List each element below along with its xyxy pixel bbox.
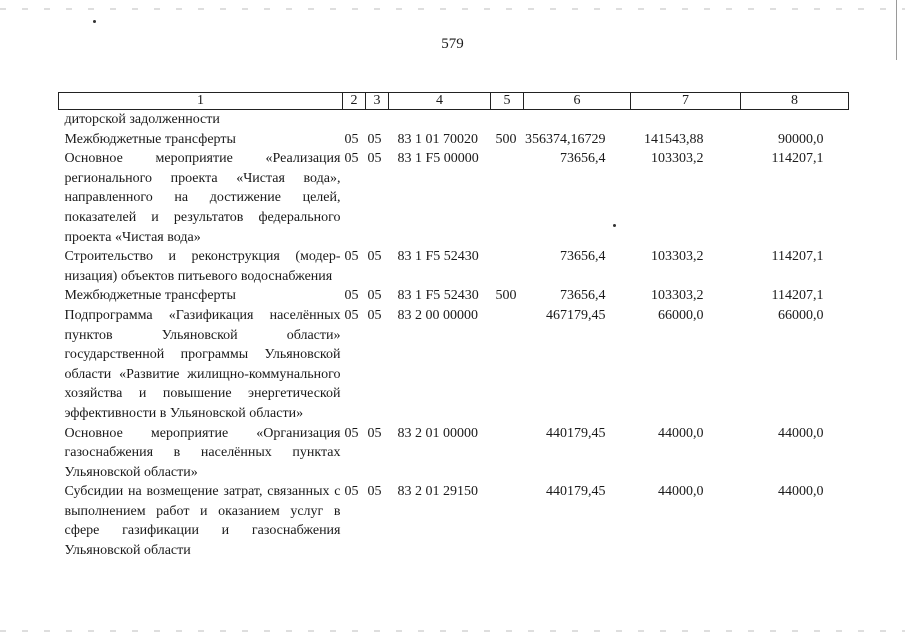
row-amount-col7-cell: 141543,88 — [644, 131, 704, 147]
row-expense-type-cell — [491, 424, 524, 483]
row-amount-col7-cell: 103303,2 — [651, 151, 704, 167]
row-amount-col8-cell: 114207,1 — [771, 288, 824, 304]
row-target-article-cell: 83 1 F5 52430 — [397, 288, 479, 304]
row-name-cell: Межбюджетные трансферты — [64, 131, 236, 147]
row-subsection-cell — [366, 110, 389, 130]
row-name-cell: Основное мероприятие «Организация газоснабжения в населённых пунктах Ульяновской области» — [64, 425, 341, 480]
header-col-7: 7 — [631, 93, 741, 110]
row-amount-col6-cell: 356374,16729 — [525, 131, 606, 147]
row-section-cell: 05 — [344, 484, 359, 500]
row-target-article-cell: 83 2 00 00000 — [397, 307, 478, 323]
row-section-cell: 05 — [344, 249, 359, 265]
row-amount-col6-cell: 73656,4 — [560, 151, 606, 167]
row-name-cell: Основное мероприятие «Реализация регионального проекта «Чистая вода», направленного на достижение целей, показателей и результатов федерального проекта «Чистая вода» — [64, 151, 341, 245]
row-target-article-cell: 83 1 01 70020 — [397, 131, 478, 147]
table-row — [59, 306, 849, 424]
header-col-8: 8 — [741, 93, 849, 110]
row-expense-type-cell — [491, 110, 524, 130]
row-target-article-cell: 83 2 01 00000 — [397, 425, 478, 441]
row-subsection-cell: 05 — [367, 484, 382, 500]
row-amount-col6-cell: 73656,4 — [560, 249, 606, 265]
row-amount-col7-cell: 103303,2 — [651, 249, 704, 265]
table-row — [59, 424, 849, 483]
row-subsection-cell: 05 — [367, 288, 382, 304]
row-amount-col6-cell — [524, 110, 631, 130]
header-col-3: 3 — [366, 93, 389, 110]
table-body — [59, 110, 849, 561]
row-amount-col8-cell: 66000,0 — [778, 307, 824, 323]
row-expense-type-cell: 500 — [495, 288, 517, 304]
row-amount-col7-cell: 66000,0 — [658, 307, 704, 323]
header-col-5: 5 — [491, 93, 524, 110]
table-row — [59, 482, 849, 560]
row-amount-col8-cell: 44000,0 — [778, 425, 824, 441]
row-amount-col8-cell: 114207,1 — [771, 249, 824, 265]
row-amount-col7-cell: 44000,0 — [658, 484, 704, 500]
table-header — [59, 93, 849, 110]
row-expense-type-cell — [491, 149, 524, 247]
table-row — [59, 247, 849, 286]
row-amount-col6-cell: 467179,45 — [546, 307, 606, 323]
row-section-cell — [343, 110, 366, 130]
header-row — [59, 93, 849, 110]
row-target-article-cell: 83 1 F5 00000 — [397, 151, 479, 167]
table-row — [59, 110, 849, 130]
row-subsection-cell: 05 — [367, 425, 382, 441]
header-col-4: 4 — [389, 93, 491, 110]
row-section-cell: 05 — [344, 288, 359, 304]
row-amount-col6-cell: 440179,45 — [546, 484, 606, 500]
row-amount-col7-cell: 44000,0 — [658, 425, 704, 441]
row-amount-col8-cell: 114207,1 — [771, 151, 824, 167]
row-subsection-cell: 05 — [367, 131, 382, 147]
row-section-cell: 05 — [344, 131, 359, 147]
row-subsection-cell: 05 — [367, 151, 382, 167]
row-section-cell: 05 — [344, 307, 359, 323]
page-number: 579 — [441, 36, 464, 52]
row-amount-col8-cell — [741, 110, 849, 130]
table-row — [59, 286, 849, 306]
row-expense-type-cell — [491, 306, 524, 424]
scan-speck — [93, 20, 96, 23]
row-target-article-cell: 83 1 F5 52430 — [397, 249, 479, 265]
row-subsection-cell: 05 — [367, 249, 382, 265]
row-amount-col7-cell — [631, 110, 741, 130]
row-target-article-cell: 83 2 01 29150 — [397, 484, 478, 500]
row-name-cell: Подпрограмма «Газификация населённых пунктов Ульяновской области» государственной программы Ульяновской области «Развитие жилищно-коммунального хозяйства и повышение энергетической эффективности в Ульяновской области» — [64, 307, 341, 421]
row-name-cell: диторской задолженности — [64, 112, 220, 127]
header-col-1: 1 — [59, 93, 343, 110]
row-subsection-cell: 05 — [367, 307, 382, 323]
row-expense-type-cell — [491, 247, 524, 286]
budget-table — [58, 92, 849, 561]
header-col-2: 2 — [343, 93, 366, 110]
row-expense-type-cell — [491, 482, 524, 560]
row-name-cell: Строительство и реконструкция (модернизация) объектов питьевого водоснабжения — [64, 249, 341, 284]
scan-top-edge — [0, 8, 905, 10]
row-expense-type-cell: 500 — [495, 131, 517, 147]
row-name-cell: Субсидии на возмещение затрат, связанных с выполнением работ и оказанием услуг в сфере газификации и газоснабжения Ульяновской области — [64, 484, 341, 559]
row-section-cell: 05 — [344, 151, 359, 167]
row-amount-col6-cell: 440179,45 — [546, 425, 606, 441]
table-row — [59, 130, 849, 150]
row-amount-col7-cell: 103303,2 — [651, 288, 704, 304]
row-amount-col8-cell: 44000,0 — [778, 484, 824, 500]
row-amount-col6-cell: 73656,4 — [560, 288, 606, 304]
scan-bottom-edge — [0, 630, 905, 632]
table-row — [59, 149, 849, 247]
row-section-cell: 05 — [344, 425, 359, 441]
row-name-cell: Межбюджетные трансферты — [64, 288, 236, 304]
row-target-article-cell — [389, 110, 491, 130]
row-amount-col8-cell: 90000,0 — [778, 131, 824, 147]
header-col-6: 6 — [524, 93, 631, 110]
